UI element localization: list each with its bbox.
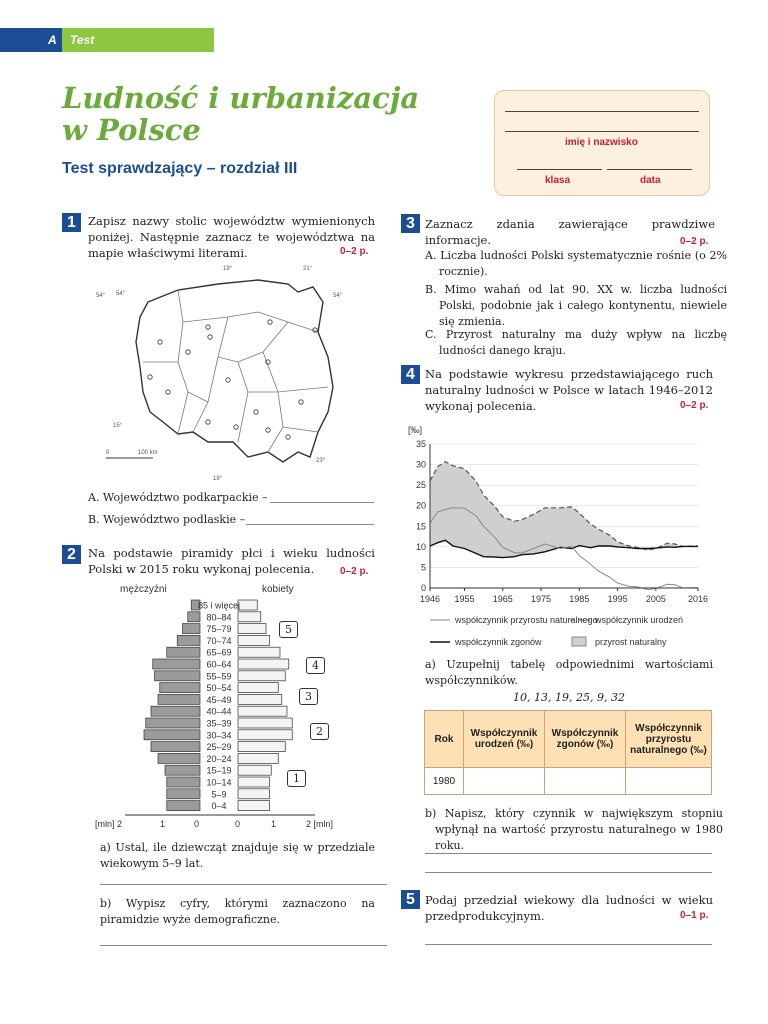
question-5-points: 0–1 p.	[680, 910, 709, 921]
chart-y-tick: 30	[415, 459, 426, 470]
pyramid-axis-right: 0	[235, 819, 241, 829]
pyramid-male-bar	[165, 765, 200, 775]
map-lon-label: 15°	[113, 423, 123, 429]
pyramid-female-bar	[238, 635, 270, 645]
q2-part-a: a) Ustal, ile dziewcząt znajduje się w przedziale wiekowym 5–9 lat.	[100, 841, 375, 870]
question-2-number: 2	[62, 545, 81, 564]
chart-y-tick: 0	[420, 583, 426, 593]
class-label: klasa	[545, 175, 571, 186]
name-field-line[interactable]	[505, 131, 699, 132]
q2-part-b: b) Wypisz cyfry, którymi zaznaczono na piramidzie wyże demograficzne.	[100, 897, 375, 926]
map-lon-label: 19°	[223, 266, 233, 272]
q1-item-b: B. Województwo podlaskie –	[88, 513, 246, 526]
pyramid-female-bar	[238, 694, 282, 704]
header-bar	[0, 28, 214, 52]
legend-natural-increase: przyrost naturalny	[595, 637, 667, 647]
pyramid-male-bar	[188, 612, 200, 622]
poland-map	[88, 262, 348, 482]
q3-option-a[interactable]: A. Liczba ludności Polski systematycznie rośnie (o 2% rocznie).	[425, 249, 727, 278]
q4-table	[424, 710, 712, 795]
student-info-box	[494, 90, 710, 196]
chart-x-tick: 1946	[419, 594, 441, 604]
question-3-points: 0–2 p.	[680, 236, 709, 247]
page-subtitle: Test sprawdzający – rozdział III	[62, 160, 298, 177]
q1-answer-b-line[interactable]	[246, 524, 374, 525]
pyramid-age-label: 50–54	[206, 683, 232, 694]
date-field-line[interactable]	[607, 169, 692, 170]
table-header-year: Rok	[425, 711, 464, 768]
pyramid-female-bar	[238, 600, 257, 610]
pyramid-male-bar	[158, 753, 200, 763]
pyramid-axis-left: [mln] 2	[95, 819, 123, 829]
question-2-points: 0–2 p.	[340, 566, 369, 577]
pyramid-male-bar	[167, 789, 200, 799]
natural-movement-chart	[400, 420, 718, 660]
pyramid-male-bar	[167, 777, 200, 787]
pyramid-female-bar	[238, 789, 270, 799]
title-line-2: w Polsce	[62, 113, 201, 147]
chart-y-tick: 35	[415, 439, 426, 449]
chart-y-tick: 15	[415, 521, 426, 532]
legend-birth-rate: współczynnik urodzeń	[595, 615, 684, 625]
table-year-cell: 1980	[425, 768, 464, 795]
map-lat-label: 54°	[96, 293, 106, 299]
chart-x-tick: 1955	[454, 594, 475, 604]
pyramid-female-bar	[238, 753, 278, 763]
pyramid-age-label: 70–74	[206, 635, 232, 646]
table-header-births: Współczynnik urodzeń (‰)	[464, 711, 545, 768]
pyramid-age-label: 75–79	[206, 624, 232, 635]
question-1-number: 1	[62, 213, 81, 232]
q4-answer-line-1[interactable]	[425, 853, 712, 854]
legend-increase-rate: współczynnik przyrostu naturalnego	[455, 615, 598, 625]
chart-legend	[430, 615, 683, 647]
pyramid-age-label: 80–84	[206, 612, 232, 623]
pyramid-male-bar	[155, 671, 201, 681]
pyramid-male-label: mężczyźni	[120, 584, 167, 595]
pyramid-female-bar	[238, 801, 270, 811]
q2-answer-a-line[interactable]	[100, 884, 387, 885]
pyramid-age-label: 30–34	[206, 730, 232, 741]
pyramid-age-label: 40–44	[206, 706, 232, 717]
pyramid-female-bar	[238, 671, 285, 681]
question-1-text: Zapisz nazwy stolic województw wymienionych poniżej. Następnie zaznacz te województwa na mapie właściwymi literami.	[88, 214, 375, 260]
chart-x-tick: 2005	[645, 594, 666, 604]
pyramid-female-bar	[238, 742, 285, 752]
pyramid-male-bar	[146, 718, 200, 728]
table-deaths-cell[interactable]	[545, 768, 626, 795]
q4-part-a: a) Uzupełnij tabelę odpowiednimi wartościami współczynników.	[425, 658, 713, 687]
pyramid-age-label: 25–29	[206, 742, 232, 753]
pyramid-female-label: kobiety	[262, 584, 294, 595]
pyramid-age-label: 55–59	[206, 671, 232, 682]
map-scale-zero: 0	[106, 450, 110, 456]
q1-answer-a-line[interactable]	[270, 502, 374, 503]
table-header-deaths: Współczynnik zgonów (‰)	[545, 711, 626, 768]
chart-x-tick: 1995	[607, 594, 628, 604]
pyramid-female-bar	[238, 624, 266, 634]
pyramid-male-bar	[153, 659, 200, 669]
pyramid-age-label: 85 i więcej	[197, 600, 241, 611]
pyramid-female-bar	[238, 683, 278, 693]
title-line-1: Ludność i urbanizacja	[62, 81, 420, 115]
pyramid-age-label: 60–64	[206, 659, 232, 670]
chart-y-tick: 5	[420, 562, 426, 573]
pyramid-male-bar	[158, 694, 200, 704]
pyramid-age-label: 65–69	[206, 647, 232, 658]
q4-answer-line-2[interactable]	[425, 872, 712, 873]
pyramid-marker-5: 5	[279, 621, 298, 638]
question-3-number: 3	[401, 214, 420, 233]
pyramid-axis-left: 1	[160, 819, 166, 829]
pyramid-female-bar	[238, 647, 280, 657]
pyramid-marker-1: 1	[287, 770, 306, 787]
pyramid-male-bar	[167, 647, 200, 657]
q4-values-hint: 10, 13, 19, 25, 9, 32	[513, 691, 625, 704]
pyramid-age-label: 0–4	[211, 801, 227, 812]
q3-option-c[interactable]: C. Przyrost naturalny ma duży wpływ na liczbę ludności danego kraju.	[425, 328, 727, 357]
map-lon-label: 54°	[116, 291, 126, 297]
pyramid-female-bar	[238, 718, 292, 728]
chart-y-tick: 10	[415, 541, 426, 552]
pyramid-male-bar	[177, 635, 200, 645]
chart-y-tick: 20	[415, 500, 426, 511]
pyramid-age-label: 5–9	[211, 789, 227, 800]
pyramid-female-bar	[238, 659, 289, 669]
header-letter: A	[0, 28, 62, 52]
pyramid-age-label: 10–14	[206, 777, 232, 788]
pyramid-female-bar	[238, 730, 292, 740]
question-2-text: Na podstawie piramidy płci i wieku ludności Polski w 2015 roku wykonaj polecenia.	[88, 546, 375, 576]
question-3-text: Zaznacz zdania zawierające prawdziwe informacje.	[425, 217, 715, 247]
pyramid-axis-right: 1	[271, 819, 277, 829]
page-title	[62, 82, 419, 146]
pyramid-female-bar	[238, 777, 270, 787]
pyramid-female-bar	[238, 612, 261, 622]
chart-x-tick: 1985	[569, 594, 590, 604]
table-births-cell[interactable]	[464, 768, 545, 795]
question-4-number: 4	[401, 365, 420, 384]
chart-y-tick: 25	[415, 480, 426, 491]
pyramid-axis-left: 0	[194, 819, 200, 829]
class-field-line[interactable]	[517, 169, 602, 170]
chart-y-label: [‰]	[408, 425, 423, 435]
map-lon-label: 19°	[213, 476, 223, 482]
pyramid-age-label: 15–19	[206, 765, 232, 776]
question-5-text: Podaj przedział wiekowy dla ludności w wieku przedprodukcyjnym.	[425, 893, 713, 923]
question-4-points: 0–2 p.	[680, 400, 709, 411]
question-5-number: 5	[401, 890, 420, 909]
pyramid-male-bar	[151, 742, 200, 752]
map-outline	[136, 280, 333, 462]
pyramid-age-label: 20–24	[206, 753, 232, 764]
pyramid-male-bar	[151, 706, 200, 716]
map-lon-label: 21°	[303, 266, 313, 272]
header-label: Test	[70, 33, 95, 47]
date-label: data	[640, 175, 661, 186]
pyramid-age-label: 35–39	[206, 718, 232, 729]
table-increase-cell[interactable]	[626, 768, 712, 795]
map-lon-label: 23°	[316, 458, 326, 464]
chart-x-tick: 2016	[687, 594, 709, 604]
map-scale-label: 100 km	[138, 450, 158, 456]
pyramid-male-bar	[144, 730, 200, 740]
question-4-text: Na podstawie wykresu przedstawiającego ruch naturalny ludności w Polsce w latach 1946–2012 wykonaj polecenia.	[425, 367, 713, 413]
legend-death-rate: współczynnik zgonów	[455, 637, 542, 647]
natural-increase-area	[430, 462, 698, 558]
name-label: imię i nazwisko	[565, 137, 638, 148]
blank-line[interactable]	[505, 111, 699, 112]
table-header-increase: Współczynnik przyrostu naturalnego (‰)	[626, 711, 712, 768]
pyramid-marker-2: 2	[310, 723, 329, 740]
pyramid-marker-4: 4	[306, 657, 325, 674]
q3-option-b[interactable]: B. Mimo wahań od lat 90. XX w. liczba ludności Polski, podobnie jak i całego kontynentu, niewiele się zmienia.	[425, 283, 727, 328]
chart-x-tick: 1965	[492, 594, 513, 604]
pyramid-male-bar	[167, 801, 200, 811]
q5-answer-line[interactable]	[425, 944, 712, 945]
chart-x-tick: 1975	[531, 594, 552, 604]
q2-answer-b-line[interactable]	[100, 945, 387, 946]
population-pyramid	[90, 580, 350, 830]
map-lat-label: 54°	[333, 293, 343, 299]
q1-item-a: A. Województwo podkarpackie –	[88, 491, 268, 504]
pyramid-marker-3: 3	[299, 688, 318, 705]
question-1-points: 0–2 p.	[340, 246, 369, 257]
q4-part-b: b) Napisz, który czynnik w największym stopniu wpłynął na wartość przyrostu naturalnego w 1980 roku.	[425, 807, 723, 852]
pyramid-male-bar	[183, 624, 201, 634]
pyramid-age-label: 45–49	[206, 694, 232, 705]
pyramid-male-bar	[160, 683, 200, 693]
pyramid-female-bar	[238, 706, 287, 716]
pyramid-axis-right: 2 [mln]	[306, 819, 334, 829]
pyramid-female-bar	[238, 765, 271, 775]
